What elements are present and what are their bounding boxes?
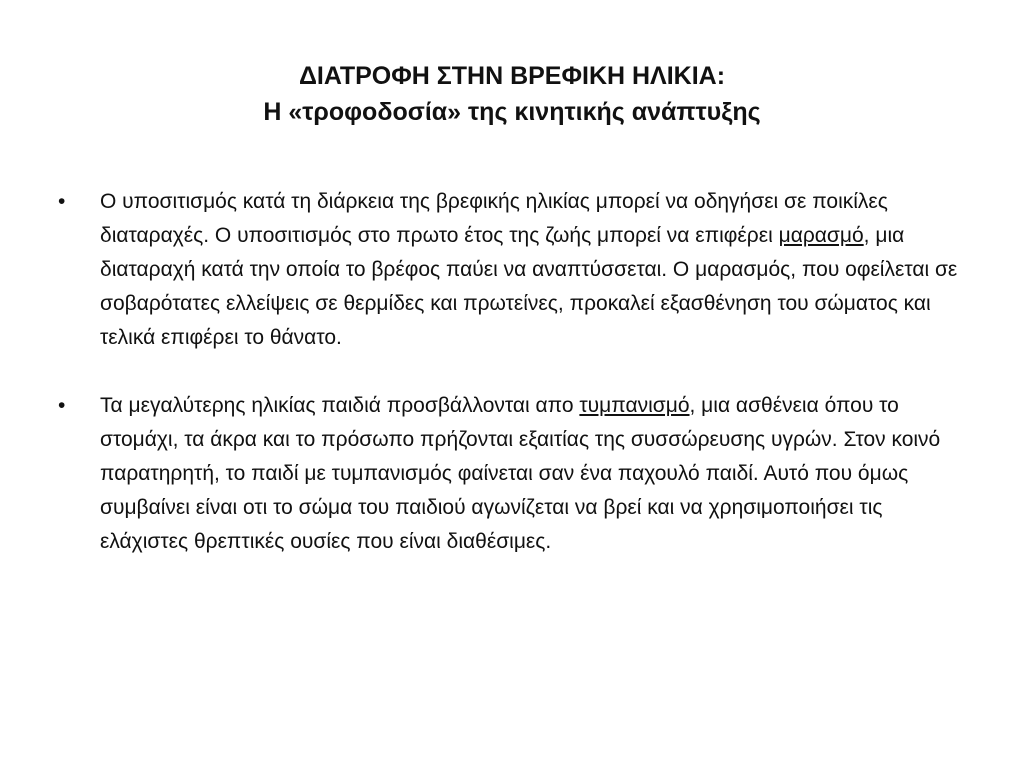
bullet-icon: • (58, 190, 66, 213)
bullet-item-kwashiorkor (58, 389, 970, 559)
underlined-term: τυμπανισμό (579, 394, 690, 417)
bullet-text-before: Ο υποσιτισμός κατά τη διάρκεια της βρεφικής ηλικίας μπορεί να οδηγήσει σε ποικίλες διαταραχές. Ο υποσιτισμός στο πρωτο έτος της ζωής μπορεί να επιφέρει (100, 190, 888, 247)
bullet-text-before: Τα μεγαλύτερης ηλικίας παιδιά προσβάλλονται απο (100, 394, 580, 417)
slide-title (0, 58, 1024, 130)
bullet-icon: • (58, 394, 66, 417)
bullet-text-after: , μια διαταραχή κατά την οποία το βρέφος παύει να αναπτύσσεται. Ο μαρασμός, που οφείλεται σε σοβαρότατες ελλείψεις σε θερμίδες και πρωτείνες, προκαλεί εξασθένηση του σώματος και τελικά επιφέρει το θάνατο. (100, 224, 958, 349)
title-line-2: Η «τροφοδοσία» της κινητικής ανάπτυξης (263, 98, 761, 126)
bullet-text-after: , μια ασθένεια όπου το στομάχι, τα άκρα και το πρόσωπο πρήζονται εξαιτίας της συσσώρευσης υγρών. Στον κοινό παρατηρητή, το παιδί με τυμπανισμός φαίνεται σαν ένα παχουλό παιδί. Αυτό που όμως συμβαίνει είναι οτι το σώμα του παιδιού αγωνίζεται να βρεί και να χρησιμοποιήσει τις ελάχιστες θρεπτικές ουσίες που είναι διαθέσιμες. (100, 394, 941, 553)
bullet-item-marasmus (58, 185, 970, 355)
title-line-1: ΔΙΑΤΡΟΦΗ ΣΤΗΝ ΒΡΕΦΙΚΗ ΗΛΙΚΙΑ: (298, 62, 726, 90)
underlined-term: μαρασμό (778, 224, 864, 247)
bullet-list (58, 185, 970, 593)
